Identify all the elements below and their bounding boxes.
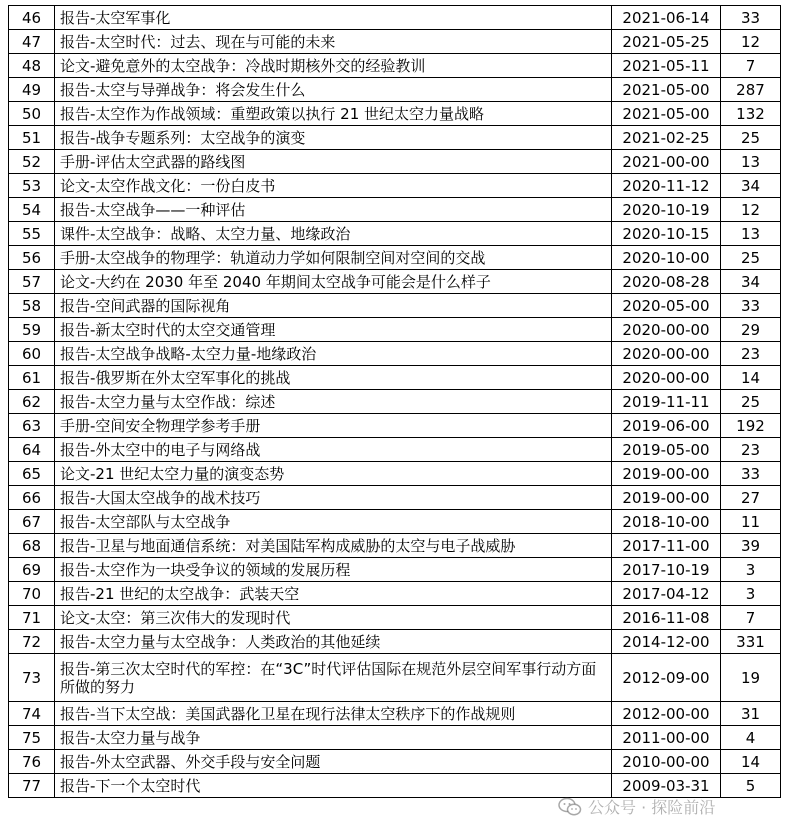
row-title-cell: 报告-太空军事化 <box>55 6 612 30</box>
row-date-cell: 2018-10-00 <box>612 510 721 534</box>
row-title-cell: 报告-太空力量与太空作战：综述 <box>55 390 612 414</box>
row-count-cell: 33 <box>721 294 781 318</box>
row-count-cell: 3 <box>721 582 781 606</box>
row-date-cell: 2019-06-00 <box>612 414 721 438</box>
document-table <box>8 5 781 798</box>
row-title-cell: 报告-太空作为一块受争议的领域的发展历程 <box>55 558 612 582</box>
row-date-cell: 2017-11-00 <box>612 534 721 558</box>
row-title-cell: 报告-当下太空战：美国武器化卫星在现行法律太空秩序下的作战规则 <box>55 702 612 726</box>
row-title-cell: 报告-第三次太空时代的军控：在“3C”时代评估国际在规范外层空间军事行动方面所做的努力 <box>55 654 612 702</box>
row-count-cell: 11 <box>721 510 781 534</box>
row-title-cell: 报告-新太空时代的太空交通管理 <box>55 318 612 342</box>
row-title-cell: 论文-太空：第三次伟大的发现时代 <box>55 606 612 630</box>
row-title-cell: 报告-太空力量与战争 <box>55 726 612 750</box>
watermark <box>558 795 715 818</box>
row-date-cell: 2020-00-00 <box>612 342 721 366</box>
row-count-cell: 34 <box>721 270 781 294</box>
table-row <box>9 654 781 702</box>
row-count-cell: 19 <box>721 654 781 702</box>
table-row <box>9 270 781 294</box>
row-number-cell: 55 <box>9 222 55 246</box>
table-row <box>9 582 781 606</box>
row-date-cell: 2019-05-00 <box>612 438 721 462</box>
table-row <box>9 54 781 78</box>
row-title-cell: 课件-太空战争：战略、太空力量、地缘政治 <box>55 222 612 246</box>
row-title-cell: 报告-太空战争——一种评估 <box>55 198 612 222</box>
table-row <box>9 342 781 366</box>
row-date-cell: 2020-05-00 <box>612 294 721 318</box>
row-count-cell: 14 <box>721 750 781 774</box>
row-date-cell: 2017-10-19 <box>612 558 721 582</box>
row-count-cell: 7 <box>721 54 781 78</box>
table-row <box>9 174 781 198</box>
row-count-cell: 3 <box>721 558 781 582</box>
row-number-cell: 76 <box>9 750 55 774</box>
row-date-cell: 2012-09-00 <box>612 654 721 702</box>
table-row <box>9 150 781 174</box>
row-date-cell: 2010-00-00 <box>612 750 721 774</box>
row-title-cell: 论文-21 世纪太空力量的演变态势 <box>55 462 612 486</box>
table-row <box>9 534 781 558</box>
row-date-cell: 2020-00-00 <box>612 318 721 342</box>
row-title-cell: 报告-战争专题系列：太空战争的演变 <box>55 126 612 150</box>
row-number-cell: 77 <box>9 774 55 798</box>
row-title-cell: 报告-卫星与地面通信系统：对美国陆军构成威胁的太空与电子战威胁 <box>55 534 612 558</box>
row-number-cell: 67 <box>9 510 55 534</box>
row-number-cell: 68 <box>9 534 55 558</box>
row-title-cell: 报告-外太空武器、外交手段与安全问题 <box>55 750 612 774</box>
table-row <box>9 726 781 750</box>
row-count-cell: 33 <box>721 462 781 486</box>
row-number-cell: 73 <box>9 654 55 702</box>
row-number-cell: 53 <box>9 174 55 198</box>
row-number-cell: 54 <box>9 198 55 222</box>
row-date-cell: 2011-00-00 <box>612 726 721 750</box>
row-count-cell: 287 <box>721 78 781 102</box>
row-count-cell: 34 <box>721 174 781 198</box>
table-row <box>9 558 781 582</box>
row-number-cell: 59 <box>9 318 55 342</box>
table-row <box>9 294 781 318</box>
row-count-cell: 192 <box>721 414 781 438</box>
table-row <box>9 102 781 126</box>
table-row <box>9 6 781 30</box>
row-date-cell: 2020-10-00 <box>612 246 721 270</box>
row-count-cell: 23 <box>721 438 781 462</box>
row-title-cell: 论文-大约在 2030 年至 2040 年期间太空战争可能会是什么样子 <box>55 270 612 294</box>
row-title-cell: 报告-太空部队与太空战争 <box>55 510 612 534</box>
row-number-cell: 75 <box>9 726 55 750</box>
table-row <box>9 126 781 150</box>
row-count-cell: 13 <box>721 150 781 174</box>
row-count-cell: 132 <box>721 102 781 126</box>
row-title-cell: 手册-评估太空武器的路线图 <box>55 150 612 174</box>
table-row <box>9 606 781 630</box>
row-date-cell: 2016-11-08 <box>612 606 721 630</box>
row-count-cell: 39 <box>721 534 781 558</box>
row-date-cell: 2017-04-12 <box>612 582 721 606</box>
row-count-cell: 12 <box>721 30 781 54</box>
row-date-cell: 2020-10-15 <box>612 222 721 246</box>
row-number-cell: 61 <box>9 366 55 390</box>
row-date-cell: 2021-00-00 <box>612 150 721 174</box>
row-count-cell: 25 <box>721 390 781 414</box>
row-count-cell: 23 <box>721 342 781 366</box>
row-number-cell: 74 <box>9 702 55 726</box>
table-row <box>9 222 781 246</box>
table-row <box>9 366 781 390</box>
row-number-cell: 70 <box>9 582 55 606</box>
table-row <box>9 246 781 270</box>
table-row <box>9 702 781 726</box>
row-count-cell: 5 <box>721 774 781 798</box>
row-title-cell: 手册-空间安全物理学参考手册 <box>55 414 612 438</box>
row-number-cell: 66 <box>9 486 55 510</box>
row-date-cell: 2012-00-00 <box>612 702 721 726</box>
row-count-cell: 14 <box>721 366 781 390</box>
row-date-cell: 2021-05-11 <box>612 54 721 78</box>
row-date-cell: 2021-02-25 <box>612 126 721 150</box>
row-date-cell: 2021-05-00 <box>612 78 721 102</box>
row-number-cell: 62 <box>9 390 55 414</box>
row-date-cell: 2021-06-14 <box>612 6 721 30</box>
row-title-cell: 报告-外太空中的电子与网络战 <box>55 438 612 462</box>
row-number-cell: 60 <box>9 342 55 366</box>
row-date-cell: 2020-10-19 <box>612 198 721 222</box>
row-number-cell: 49 <box>9 78 55 102</box>
row-number-cell: 72 <box>9 630 55 654</box>
table-row <box>9 318 781 342</box>
table-row <box>9 414 781 438</box>
row-number-cell: 69 <box>9 558 55 582</box>
row-date-cell: 2020-11-12 <box>612 174 721 198</box>
row-title-cell: 报告-俄罗斯在外太空军事化的挑战 <box>55 366 612 390</box>
row-date-cell: 2020-08-28 <box>612 270 721 294</box>
row-date-cell: 2021-05-25 <box>612 30 721 54</box>
row-title-cell: 报告-太空力量与太空战争：人类政治的其他延续 <box>55 630 612 654</box>
row-count-cell: 25 <box>721 126 781 150</box>
row-count-cell: 4 <box>721 726 781 750</box>
row-count-cell: 25 <box>721 246 781 270</box>
row-count-cell: 331 <box>721 630 781 654</box>
table-row <box>9 774 781 798</box>
row-count-cell: 13 <box>721 222 781 246</box>
row-number-cell: 47 <box>9 30 55 54</box>
table-body <box>9 6 781 798</box>
row-date-cell: 2019-11-11 <box>612 390 721 414</box>
table-row <box>9 390 781 414</box>
table-row <box>9 438 781 462</box>
row-title-cell: 报告-太空与导弹战争：将会发生什么 <box>55 78 612 102</box>
row-count-cell: 27 <box>721 486 781 510</box>
row-number-cell: 58 <box>9 294 55 318</box>
row-number-cell: 48 <box>9 54 55 78</box>
row-count-cell: 33 <box>721 6 781 30</box>
row-number-cell: 65 <box>9 462 55 486</box>
wechat-icon <box>558 797 582 817</box>
row-date-cell: 2020-00-00 <box>612 366 721 390</box>
table-row <box>9 198 781 222</box>
row-title-cell: 报告-空间武器的国际视角 <box>55 294 612 318</box>
table-row <box>9 750 781 774</box>
row-count-cell: 29 <box>721 318 781 342</box>
table-row <box>9 486 781 510</box>
table-row <box>9 30 781 54</box>
row-title-cell: 手册-太空战争的物理学：轨道动力学如何限制空间对空间的交战 <box>55 246 612 270</box>
table-row <box>9 78 781 102</box>
table-row <box>9 510 781 534</box>
row-date-cell: 2019-00-00 <box>612 462 721 486</box>
row-title-cell: 报告-大国太空战争的战术技巧 <box>55 486 612 510</box>
row-count-cell: 31 <box>721 702 781 726</box>
row-number-cell: 51 <box>9 126 55 150</box>
row-date-cell: 2014-12-00 <box>612 630 721 654</box>
row-number-cell: 64 <box>9 438 55 462</box>
row-number-cell: 52 <box>9 150 55 174</box>
row-number-cell: 57 <box>9 270 55 294</box>
table-row <box>9 462 781 486</box>
row-number-cell: 50 <box>9 102 55 126</box>
row-title-cell: 报告-太空时代：过去、现在与可能的未来 <box>55 30 612 54</box>
row-number-cell: 46 <box>9 6 55 30</box>
row-title-cell: 报告-太空作为作战领域：重塑政策以执行 21 世纪太空力量战略 <box>55 102 612 126</box>
watermark-text: 公众号 · 探险前沿 <box>588 798 716 817</box>
row-number-cell: 56 <box>9 246 55 270</box>
row-count-cell: 7 <box>721 606 781 630</box>
table-row <box>9 630 781 654</box>
row-number-cell: 63 <box>9 414 55 438</box>
row-date-cell: 2009-03-31 <box>612 774 721 798</box>
row-date-cell: 2019-00-00 <box>612 486 721 510</box>
row-title-cell: 论文-太空作战文化：一份白皮书 <box>55 174 612 198</box>
row-title-cell: 报告-21 世纪的太空战争：武装天空 <box>55 582 612 606</box>
row-count-cell: 12 <box>721 198 781 222</box>
row-date-cell: 2021-05-00 <box>612 102 721 126</box>
row-number-cell: 71 <box>9 606 55 630</box>
row-title-cell: 报告-太空战争战略-太空力量-地缘政治 <box>55 342 612 366</box>
row-title-cell: 报告-下一个太空时代 <box>55 774 612 798</box>
row-title-cell: 论文-避免意外的太空战争：冷战时期核外交的经验教训 <box>55 54 612 78</box>
